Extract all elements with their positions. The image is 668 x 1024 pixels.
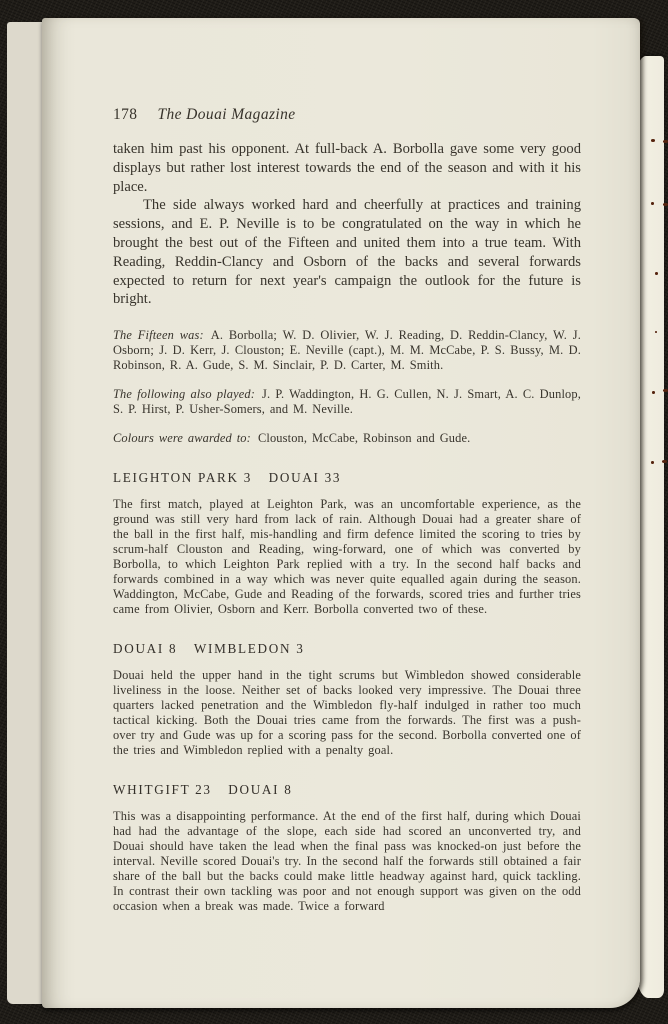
colours-awarded-note [113,431,581,446]
ink-speck [655,331,657,333]
page-number: 178 [113,106,138,123]
book-page [42,18,640,1008]
also-played-note [113,387,581,417]
intro-paragraph-continuation: taken him past his opponent. At full-back A. Borbolla gave some very good displays but rather lost interest towards the end of the season and with it his place. [113,141,581,195]
ink-speck [663,140,668,143]
ink-speck [663,389,668,392]
match-report-leighton-park: The first match, played at Leighton Park, was an uncomfortable experience, as the ground was still very hard from lack of rain. Although Douai had a greater share of the ball in the first half, mis-handling and firm defence limited the scoring to tries by scrum-half Clouston and Reading, wing-forward, one of which was converted by Borbolla, to which Leighton Park replied with a try. In the second half backs and forwards combined in a way which was never quite equalled again during the season. Waddington, McCabe, Gude and Reading of the forwards, scored tries and further tries came from Olivier, Osborn and Kerr. Borbolla converted two of these. [113,497,581,617]
match-heading-whitgift: WHITGIFT 23 DOUAI 8 [113,782,293,798]
running-header [113,106,581,124]
note-lead: Colours were awarded to: [113,431,251,446]
match-heading-wimbledon: DOUAI 8 WIMBLEDON 3 [113,641,305,657]
ink-speck [651,461,654,464]
intro-paragraph-team: The side always worked hard and cheerfully at practices and training sessions, and E. P. Neville is to be congratulated on the way in which he brought the best out of the Fifteen and united them into a true team. With Reading, Reddin-Clancy and Osborn of the backs and several forwards expected to return for next year's campaign the outlook for the future is bright. [113,197,581,308]
team-list-note [113,328,581,373]
note-text: Clouston, McCabe, Robinson and Gude. [257,431,471,446]
ink-speck [651,139,655,142]
note-text: A. Borbolla; W. D. Olivier, W. J. Reading, D. Reddin-Clancy, W. J. Osborn; J. D. Kerr, J. Clouston; E. Neville (capt.), M. M. McCabe, P. S. Bussy, M. D. Robinson, R. A. Gude, S. M. Sinclair, P. D. Carter, M. Smith. [113,328,581,373]
magazine-title: The Douai Magazine [157,106,296,123]
note-lead: The Fifteen was: [113,328,204,343]
note-lead: The following also played: [113,387,256,402]
ink-speck [655,272,658,275]
match-report-whitgift: This was a disappointing performance. At the end of the first half, during which Douai had had the advantage of the slope, each side had scored an unconverted try, and Douai should have taken the lead when the final pass was knocked-on just before the interval. Neville scored Douai's try. In the second half the forwards still obtained a fair share of the ball but the backs could make little headway against hard, quick tackling. In contrast their own tackling was poor and not enough support was given on the odd occasion when a break was made. Twice a forward [113,809,581,914]
ink-speck [652,391,655,394]
page-edge-stack [7,22,45,1004]
match-heading-leighton-park: LEIGHTON PARK 3 DOUAI 33 [113,470,342,486]
page-content [113,106,581,914]
ink-speck [663,203,668,206]
note-text: J. P. Waddington, H. G. Cullen, N. J. Smart, A. C. Dunlop, S. P. Hirst, P. Usher-Somers, and M. Neville. [113,387,581,417]
match-report-wimbledon: Douai held the upper hand in the tight scrums but Wimbledon showed considerable liveliness in the loose. Neither set of backs looked very impressive. The Douai three quarters lacked penetration and the Wimbledon fly-half indulged in rather too much tactical kicking. Both the Douai tries came from the forwards. The first was a push-over try and Gude was up for a scoring pass for the second. Borbolla converted one of the tries and Wimbledon replied with a penalty goal. [113,668,581,758]
ink-speck [651,202,654,205]
ink-speck [662,460,667,463]
